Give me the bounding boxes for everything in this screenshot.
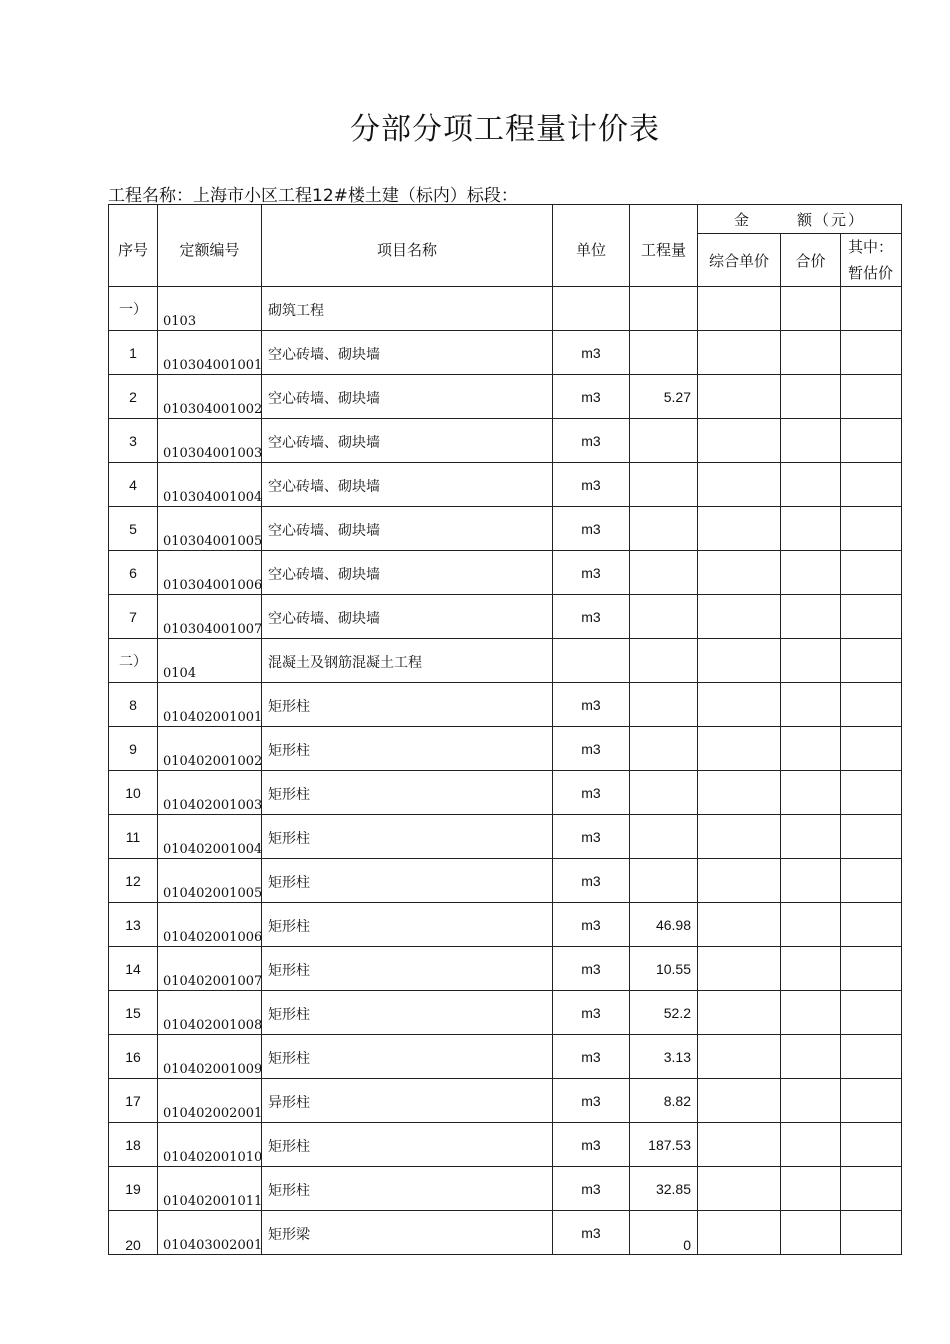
cell-estimate bbox=[841, 463, 902, 507]
table-row bbox=[109, 947, 902, 991]
cell-name: 矩形柱 bbox=[262, 991, 553, 1035]
cell-unit-price bbox=[698, 419, 781, 463]
cell-seq: 4 bbox=[109, 463, 158, 507]
cell-name: 矩形柱 bbox=[262, 1035, 553, 1079]
cell-code: 010402001007 bbox=[158, 947, 262, 991]
cell-total bbox=[781, 639, 841, 683]
cell-seq: 6 bbox=[109, 551, 158, 595]
cell-code: 010304001002 bbox=[158, 375, 262, 419]
cell-unit-price bbox=[698, 287, 781, 331]
cell-unit-price bbox=[698, 991, 781, 1035]
table-row bbox=[109, 1211, 902, 1255]
table-row bbox=[109, 727, 902, 771]
cell-name: 空心砖墙、砌块墙 bbox=[262, 507, 553, 551]
cell-unit-price bbox=[698, 815, 781, 859]
cell-qty bbox=[630, 815, 698, 859]
header-total: 合价 bbox=[781, 234, 841, 287]
table-row bbox=[109, 991, 902, 1035]
cell-name: 矩形柱 bbox=[262, 727, 553, 771]
cell-total bbox=[781, 507, 841, 551]
cell-total bbox=[781, 1167, 841, 1211]
cell-unit: m3 bbox=[553, 1123, 630, 1167]
cell-seq: 一） bbox=[109, 287, 158, 331]
cell-unit: m3 bbox=[553, 1167, 630, 1211]
cell-qty: 10.55 bbox=[630, 947, 698, 991]
cell-seq: 19 bbox=[109, 1167, 158, 1211]
cell-code: 010402001003 bbox=[158, 771, 262, 815]
cell-unit-price bbox=[698, 507, 781, 551]
cell-code: 0103 bbox=[158, 287, 262, 331]
cell-code: 010304001003 bbox=[158, 419, 262, 463]
cell-seq: 5 bbox=[109, 507, 158, 551]
table-row bbox=[109, 595, 902, 639]
cell-unit: m3 bbox=[553, 903, 630, 947]
cell-qty bbox=[630, 859, 698, 903]
cell-qty bbox=[630, 551, 698, 595]
cell-unit: m3 bbox=[553, 727, 630, 771]
cell-seq: 16 bbox=[109, 1035, 158, 1079]
cell-estimate bbox=[841, 507, 902, 551]
cell-unit-price bbox=[698, 683, 781, 727]
table-row bbox=[109, 375, 902, 419]
cell-estimate bbox=[841, 419, 902, 463]
cell-unit-price bbox=[698, 463, 781, 507]
cell-qty: 8.82 bbox=[630, 1079, 698, 1123]
cell-estimate bbox=[841, 639, 902, 683]
cell-code: 010402001001 bbox=[158, 683, 262, 727]
cell-name: 砌筑工程 bbox=[262, 287, 553, 331]
cell-estimate bbox=[841, 815, 902, 859]
cell-qty bbox=[630, 507, 698, 551]
cell-estimate bbox=[841, 991, 902, 1035]
table-row bbox=[109, 463, 902, 507]
header-amount bbox=[698, 205, 902, 234]
cell-code: 010402001006 bbox=[158, 903, 262, 947]
cell-unit: m3 bbox=[553, 551, 630, 595]
table-row bbox=[109, 1167, 902, 1211]
cell-unit-price bbox=[698, 771, 781, 815]
cell-name: 空心砖墙、砌块墙 bbox=[262, 375, 553, 419]
cell-unit bbox=[553, 639, 630, 683]
cell-estimate bbox=[841, 1123, 902, 1167]
pricing-table bbox=[108, 204, 902, 1255]
cell-qty bbox=[630, 683, 698, 727]
cell-unit-price bbox=[698, 595, 781, 639]
cell-unit-price bbox=[698, 1079, 781, 1123]
cell-estimate bbox=[841, 903, 902, 947]
project-name-line: 工程名称：上海市小区工程12#楼土建（标内）标段： bbox=[108, 186, 518, 206]
table-row bbox=[109, 903, 902, 947]
cell-qty: 46.98 bbox=[630, 903, 698, 947]
cell-unit bbox=[553, 287, 630, 331]
cell-unit: m3 bbox=[553, 331, 630, 375]
table-row bbox=[109, 859, 902, 903]
page-title: 分部分项工程量计价表 bbox=[350, 112, 660, 147]
cell-code: 010402001011 bbox=[158, 1167, 262, 1211]
header-code: 定额编号 bbox=[158, 205, 262, 287]
cell-code: 010402001004 bbox=[158, 815, 262, 859]
cell-seq: 7 bbox=[109, 595, 158, 639]
section-row bbox=[109, 287, 902, 331]
cell-name: 矩形柱 bbox=[262, 947, 553, 991]
cell-name: 异形柱 bbox=[262, 1079, 553, 1123]
cell-unit-price bbox=[698, 947, 781, 991]
cell-code: 010304001005 bbox=[158, 507, 262, 551]
cell-total bbox=[781, 1079, 841, 1123]
cell-seq: 二） bbox=[109, 639, 158, 683]
table-row bbox=[109, 683, 902, 727]
header-unit: 单位 bbox=[553, 205, 630, 287]
cell-qty bbox=[630, 419, 698, 463]
cell-seq: 8 bbox=[109, 683, 158, 727]
cell-seq: 18 bbox=[109, 1123, 158, 1167]
cell-total bbox=[781, 1211, 841, 1255]
cell-name: 矩形柱 bbox=[262, 903, 553, 947]
cell-qty: 32.85 bbox=[630, 1167, 698, 1211]
cell-total bbox=[781, 771, 841, 815]
header-amount-part1: 金 bbox=[734, 210, 752, 229]
cell-name: 空心砖墙、砌块墙 bbox=[262, 551, 553, 595]
cell-unit: m3 bbox=[553, 1035, 630, 1079]
cell-seq: 3 bbox=[109, 419, 158, 463]
cell-estimate bbox=[841, 595, 902, 639]
cell-estimate bbox=[841, 1211, 902, 1255]
cell-total bbox=[781, 1123, 841, 1167]
cell-seq: 1 bbox=[109, 331, 158, 375]
cell-unit-price bbox=[698, 551, 781, 595]
cell-total bbox=[781, 859, 841, 903]
cell-unit: m3 bbox=[553, 947, 630, 991]
header-seq: 序号 bbox=[109, 205, 158, 287]
cell-qty: 52.2 bbox=[630, 991, 698, 1035]
cell-estimate bbox=[841, 287, 902, 331]
cell-name: 矩形柱 bbox=[262, 771, 553, 815]
cell-unit-price bbox=[698, 331, 781, 375]
table-row bbox=[109, 507, 902, 551]
header-estimate-line2: 暂估价 bbox=[848, 264, 894, 282]
cell-estimate bbox=[841, 551, 902, 595]
cell-total bbox=[781, 947, 841, 991]
cell-name: 空心砖墙、砌块墙 bbox=[262, 595, 553, 639]
cell-qty bbox=[630, 463, 698, 507]
cell-qty bbox=[630, 331, 698, 375]
cell-unit: m3 bbox=[553, 991, 630, 1035]
cell-unit: m3 bbox=[553, 683, 630, 727]
cell-seq: 20 bbox=[109, 1211, 158, 1255]
cell-unit-price bbox=[698, 1211, 781, 1255]
cell-code: 010304001001 bbox=[158, 331, 262, 375]
cell-estimate bbox=[841, 947, 902, 991]
cell-unit-price bbox=[698, 639, 781, 683]
header-qty: 工程量 bbox=[630, 205, 698, 287]
cell-name: 空心砖墙、砌块墙 bbox=[262, 419, 553, 463]
cell-estimate bbox=[841, 1079, 902, 1123]
cell-unit-price bbox=[698, 727, 781, 771]
cell-qty bbox=[630, 771, 698, 815]
cell-name: 混凝土及钢筋混凝土工程 bbox=[262, 639, 553, 683]
cell-unit-price bbox=[698, 1123, 781, 1167]
cell-seq: 9 bbox=[109, 727, 158, 771]
cell-total bbox=[781, 287, 841, 331]
cell-total bbox=[781, 463, 841, 507]
cell-total bbox=[781, 595, 841, 639]
cell-total bbox=[781, 419, 841, 463]
cell-name: 空心砖墙、砌块墙 bbox=[262, 331, 553, 375]
cell-total bbox=[781, 1035, 841, 1079]
cell-seq: 12 bbox=[109, 859, 158, 903]
cell-unit: m3 bbox=[553, 507, 630, 551]
header-amount-part2: 额（元） bbox=[797, 210, 866, 229]
cell-name: 矩形柱 bbox=[262, 815, 553, 859]
cell-qty bbox=[630, 287, 698, 331]
cell-seq: 14 bbox=[109, 947, 158, 991]
cell-estimate bbox=[841, 859, 902, 903]
cell-name: 矩形柱 bbox=[262, 683, 553, 727]
cell-total bbox=[781, 683, 841, 727]
cell-estimate bbox=[841, 331, 902, 375]
section-row bbox=[109, 639, 902, 683]
cell-qty bbox=[630, 727, 698, 771]
table-row bbox=[109, 551, 902, 595]
cell-unit: m3 bbox=[553, 1211, 630, 1255]
cell-code: 010402001010 bbox=[158, 1123, 262, 1167]
cell-code: 010304001004 bbox=[158, 463, 262, 507]
table-row bbox=[109, 1035, 902, 1079]
cell-estimate bbox=[841, 771, 902, 815]
cell-seq: 10 bbox=[109, 771, 158, 815]
cell-qty: 0 bbox=[630, 1211, 698, 1255]
table-body bbox=[109, 287, 902, 1255]
cell-code: 0104 bbox=[158, 639, 262, 683]
cell-code: 010304001007 bbox=[158, 595, 262, 639]
cell-name: 矩形柱 bbox=[262, 1167, 553, 1211]
cell-unit: m3 bbox=[553, 859, 630, 903]
table-row bbox=[109, 1123, 902, 1167]
header-unit-price: 综合单价 bbox=[698, 234, 781, 287]
cell-unit: m3 bbox=[553, 595, 630, 639]
cell-code: 010304001006 bbox=[158, 551, 262, 595]
cell-total bbox=[781, 991, 841, 1035]
cell-name: 矩形梁 bbox=[262, 1211, 553, 1255]
cell-total bbox=[781, 727, 841, 771]
cell-unit-price bbox=[698, 859, 781, 903]
cell-unit: m3 bbox=[553, 419, 630, 463]
cell-total bbox=[781, 903, 841, 947]
cell-code: 010402001005 bbox=[158, 859, 262, 903]
cell-estimate bbox=[841, 1035, 902, 1079]
cell-estimate bbox=[841, 683, 902, 727]
cell-qty bbox=[630, 595, 698, 639]
cell-unit: m3 bbox=[553, 375, 630, 419]
cell-qty: 5.27 bbox=[630, 375, 698, 419]
cell-unit: m3 bbox=[553, 815, 630, 859]
cell-seq: 11 bbox=[109, 815, 158, 859]
table-row bbox=[109, 815, 902, 859]
table-row bbox=[109, 419, 902, 463]
cell-name: 空心砖墙、砌块墙 bbox=[262, 463, 553, 507]
cell-unit-price bbox=[698, 1167, 781, 1211]
table-row bbox=[109, 331, 902, 375]
cell-seq: 17 bbox=[109, 1079, 158, 1123]
cell-unit-price bbox=[698, 375, 781, 419]
cell-seq: 2 bbox=[109, 375, 158, 419]
cell-name: 矩形柱 bbox=[262, 859, 553, 903]
cell-total bbox=[781, 815, 841, 859]
cell-unit: m3 bbox=[553, 1079, 630, 1123]
cell-seq: 13 bbox=[109, 903, 158, 947]
cell-unit-price bbox=[698, 903, 781, 947]
cell-code: 010402001009 bbox=[158, 1035, 262, 1079]
cell-unit: m3 bbox=[553, 771, 630, 815]
cell-qty: 3.13 bbox=[630, 1035, 698, 1079]
cell-code: 010403002001 bbox=[158, 1211, 262, 1255]
cell-name: 矩形柱 bbox=[262, 1123, 553, 1167]
table-row bbox=[109, 1079, 902, 1123]
cell-seq: 15 bbox=[109, 991, 158, 1035]
header-estimate bbox=[841, 234, 902, 287]
cell-code: 010402002001 bbox=[158, 1079, 262, 1123]
header-name: 项目名称 bbox=[262, 205, 553, 287]
cell-unit: m3 bbox=[553, 463, 630, 507]
cell-estimate bbox=[841, 375, 902, 419]
cell-unit-price bbox=[698, 1035, 781, 1079]
header-estimate-line1: 其中： bbox=[848, 238, 894, 256]
cell-qty bbox=[630, 639, 698, 683]
table-row bbox=[109, 771, 902, 815]
cell-estimate bbox=[841, 1167, 902, 1211]
cell-code: 010402001002 bbox=[158, 727, 262, 771]
cell-total bbox=[781, 551, 841, 595]
cell-qty: 187.53 bbox=[630, 1123, 698, 1167]
cell-estimate bbox=[841, 727, 902, 771]
cell-total bbox=[781, 331, 841, 375]
cell-total bbox=[781, 375, 841, 419]
cell-code: 010402001008 bbox=[158, 991, 262, 1035]
